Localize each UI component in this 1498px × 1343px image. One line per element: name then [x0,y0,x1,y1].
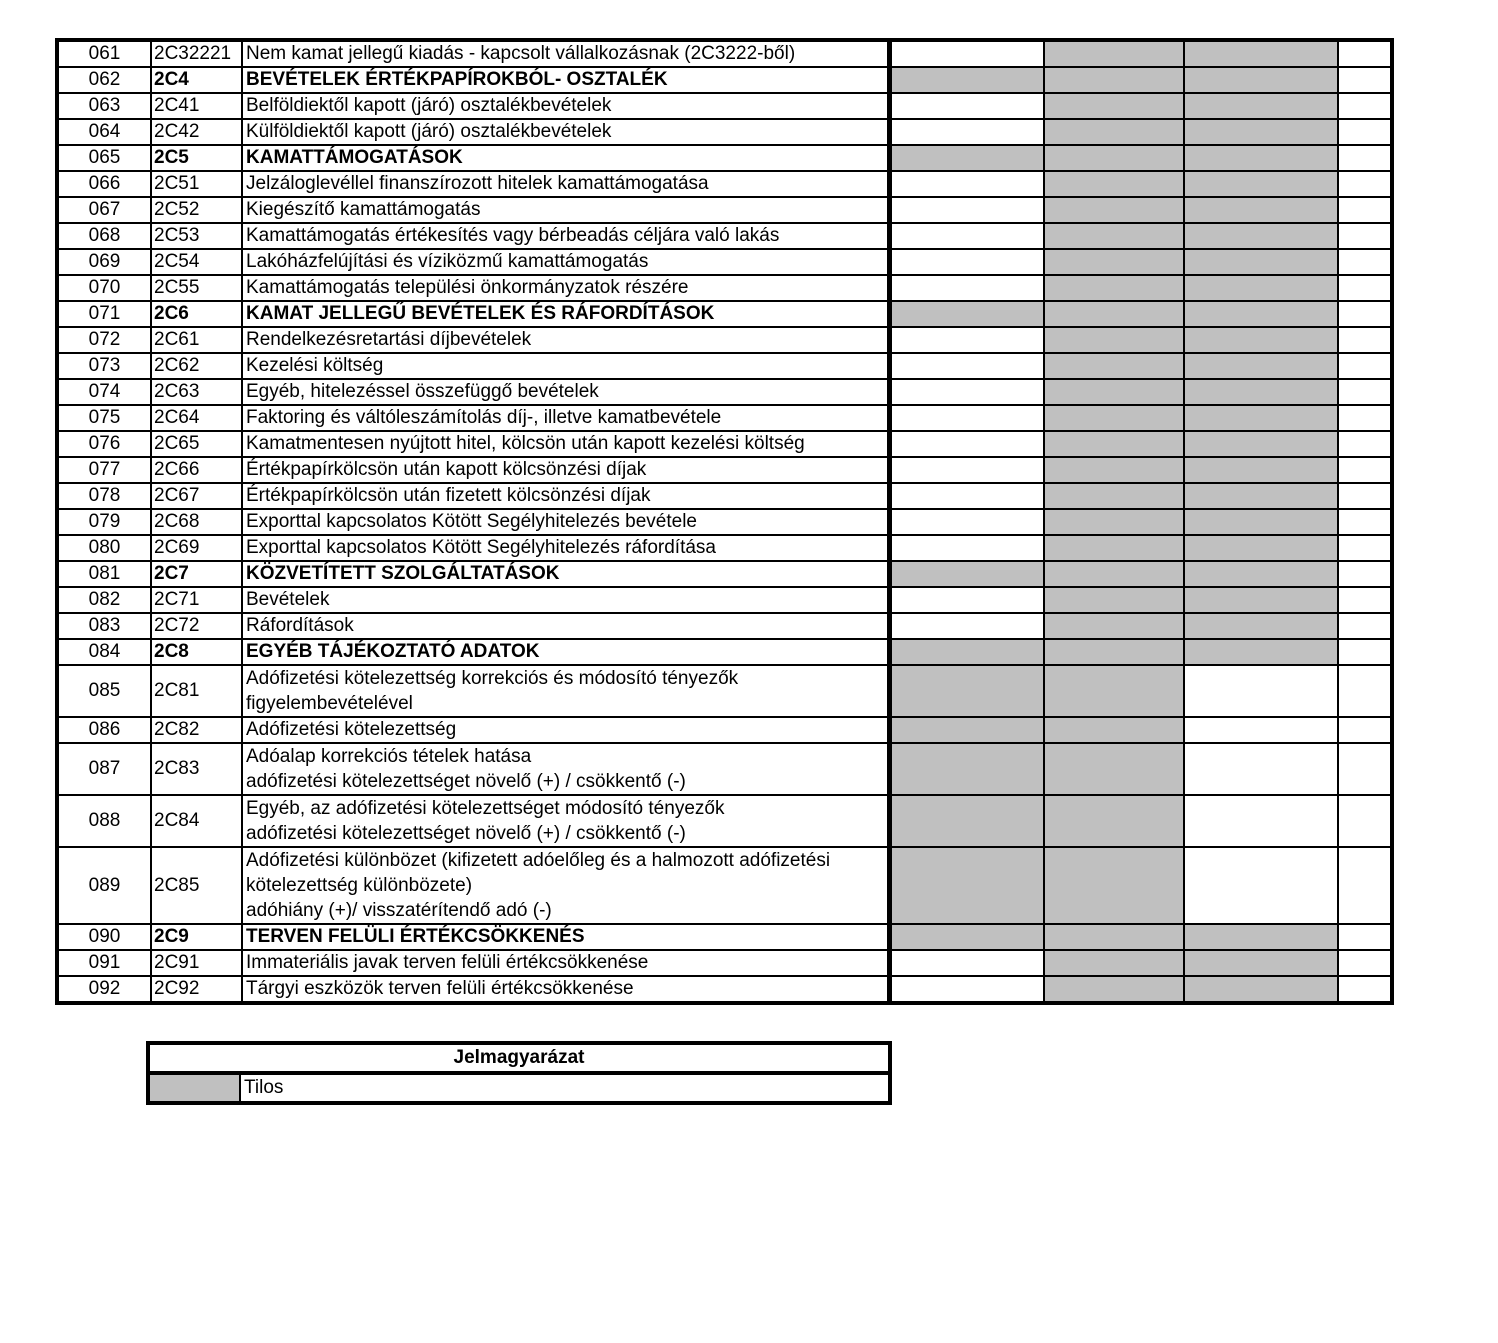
forbidden-cell [1184,67,1338,93]
value-cell[interactable] [1338,535,1392,561]
value-cell[interactable] [1338,379,1392,405]
value-cell[interactable] [889,509,1044,535]
forbidden-cell [1184,301,1338,327]
row-code: 2C61 [151,327,242,353]
row-description: Egyéb, az adófizetési kötelezettséget módosító tényezők adófizetési kötelezettséget növelő (+) / csökkentő (-) [242,795,889,847]
forbidden-cell [1044,924,1184,950]
row-description: Ráfordítások [242,613,889,639]
forbidden-cell [1184,171,1338,197]
legend-box [146,1041,892,1105]
table-row [57,431,1392,457]
forbidden-cell [1184,639,1338,665]
table-row [57,145,1392,171]
row-code: 2C92 [151,976,242,1003]
table-row [57,327,1392,353]
row-description: Faktoring és váltóleszámítolás díj-, illetve kamatbevétele [242,405,889,431]
value-cell[interactable] [1338,950,1392,976]
forbidden-cell [1184,405,1338,431]
value-cell[interactable] [889,249,1044,275]
value-cell[interactable] [889,275,1044,301]
row-description: Lakóházfelújítási és víziközmű kamattámogatás [242,249,889,275]
value-cell[interactable] [889,613,1044,639]
forbidden-cell [1184,924,1338,950]
forbidden-cell [1184,223,1338,249]
forbidden-cell [1184,119,1338,145]
forbidden-cell [889,639,1044,665]
value-cell[interactable] [1338,587,1392,613]
table-row [57,924,1392,950]
row-code: 2C66 [151,457,242,483]
row-description: Adófizetési kötelezettség korrekciós és módosító tényezők figyelembevételével [242,665,889,717]
legend-forbidden-swatch [148,1073,240,1103]
row-number: 083 [57,613,151,639]
value-cell[interactable] [889,950,1044,976]
row-description: KÖZVETÍTETT SZOLGÁLTATÁSOK [242,561,889,587]
row-description: KAMATTÁMOGATÁSOK [242,145,889,171]
value-cell[interactable] [1338,717,1392,743]
row-code: 2C69 [151,535,242,561]
row-code: 2C53 [151,223,242,249]
row-description: Egyéb, hitelezéssel összefüggő bevételek [242,379,889,405]
row-code: 2C65 [151,431,242,457]
row-number: 076 [57,431,151,457]
forbidden-cell [1044,327,1184,353]
value-cell[interactable] [1338,223,1392,249]
forbidden-cell [1044,535,1184,561]
row-description: Adóalap korrekciós tételek hatása adófizetési kötelezettséget növelő (+) / csökkentő (-) [242,743,889,795]
table-row [57,535,1392,561]
value-cell[interactable] [1338,301,1392,327]
value-cell[interactable] [889,457,1044,483]
row-number: 078 [57,483,151,509]
row-description: Immateriális javak terven felüli értékcsökkenése [242,950,889,976]
row-code: 2C64 [151,405,242,431]
forbidden-cell [889,717,1044,743]
forbidden-cell [1184,457,1338,483]
forbidden-cell [1184,509,1338,535]
row-number: 061 [57,40,151,67]
forbidden-cell [889,301,1044,327]
row-code: 2C6 [151,301,242,327]
value-cell[interactable] [1184,795,1338,847]
row-code: 2C67 [151,483,242,509]
table-row [57,743,1392,795]
value-cell[interactable] [1338,457,1392,483]
forbidden-cell [1184,327,1338,353]
table-row [57,950,1392,976]
row-description: Tárgyi eszközök terven felüli értékcsökkenése [242,976,889,1003]
row-description: Bevételek [242,587,889,613]
row-description: TERVEN FELÜLI ÉRTÉKCSÖKKENÉS [242,924,889,950]
forbidden-cell [1044,743,1184,795]
row-code: 2C84 [151,795,242,847]
row-description: Kamattámogatás értékesítés vagy bérbeadás céljára való lakás [242,223,889,249]
row-description: Exporttal kapcsolatos Kötött Segélyhitelezés bevétele [242,509,889,535]
forbidden-cell [1044,197,1184,223]
value-cell[interactable] [889,327,1044,353]
forbidden-cell [1184,145,1338,171]
value-cell[interactable] [1338,613,1392,639]
value-cell[interactable] [889,431,1044,457]
table-row [57,561,1392,587]
row-description: Kiegészítő kamattámogatás [242,197,889,223]
table-row [57,457,1392,483]
row-code: 2C7 [151,561,242,587]
row-number: 090 [57,924,151,950]
value-cell[interactable] [1338,743,1392,795]
forbidden-cell [889,795,1044,847]
value-cell[interactable] [1338,483,1392,509]
table-row [57,249,1392,275]
row-description: Értékpapírkölcsön után kapott kölcsönzési díjak [242,457,889,483]
forbidden-cell [1044,405,1184,431]
row-code: 2C72 [151,613,242,639]
row-number: 087 [57,743,151,795]
forbidden-cell [889,67,1044,93]
forbidden-cell [1184,353,1338,379]
row-number: 074 [57,379,151,405]
value-cell[interactable] [1338,145,1392,171]
row-code: 2C54 [151,249,242,275]
value-cell[interactable] [889,353,1044,379]
row-number: 088 [57,795,151,847]
row-number: 075 [57,405,151,431]
forbidden-cell [1044,119,1184,145]
value-cell[interactable] [1184,717,1338,743]
forbidden-cell [1044,93,1184,119]
value-cell[interactable] [1338,40,1392,67]
value-cell[interactable] [1184,743,1338,795]
row-code: 2C5 [151,145,242,171]
row-description: KAMAT JELLEGŰ BEVÉTELEK ÉS RÁFORDÍTÁSOK [242,301,889,327]
value-cell[interactable] [1338,924,1392,950]
value-cell[interactable] [889,93,1044,119]
value-cell[interactable] [1338,976,1392,1003]
row-description: Külföldiektől kapott (járó) osztalékbevételek [242,119,889,145]
row-code: 2C32221 [151,40,242,67]
value-cell[interactable] [1338,561,1392,587]
row-number: 066 [57,171,151,197]
forbidden-cell [1184,561,1338,587]
value-cell[interactable] [1338,639,1392,665]
forbidden-cell [889,847,1044,924]
row-number: 091 [57,950,151,976]
row-number: 079 [57,509,151,535]
forbidden-cell [1044,483,1184,509]
value-cell[interactable] [889,976,1044,1003]
row-code: 2C62 [151,353,242,379]
forbidden-cell [1044,457,1184,483]
forbidden-cell [1184,93,1338,119]
forbidden-cell [889,665,1044,717]
row-description: Kamatmentesen nyújtott hitel, kölcsön után kapott kezelési költség [242,431,889,457]
table-row [57,509,1392,535]
table-row [57,171,1392,197]
table-row [57,717,1392,743]
forbidden-cell [889,561,1044,587]
value-cell[interactable] [889,587,1044,613]
row-code: 2C52 [151,197,242,223]
row-number: 086 [57,717,151,743]
table-row [57,847,1392,924]
row-code: 2C83 [151,743,242,795]
table-row [57,353,1392,379]
row-description: Jelzáloglevéllel finanszírozott hitelek kamattámogatása [242,171,889,197]
data-table [55,38,1394,1005]
forbidden-cell [1184,249,1338,275]
forbidden-cell [1184,40,1338,67]
row-number: 089 [57,847,151,924]
table-row [57,405,1392,431]
row-number: 068 [57,223,151,249]
row-number: 064 [57,119,151,145]
forbidden-cell [1184,613,1338,639]
row-code: 2C9 [151,924,242,950]
forbidden-cell [1184,197,1338,223]
value-cell[interactable] [889,379,1044,405]
row-description: EGYÉB TÁJÉKOZTATÓ ADATOK [242,639,889,665]
legend-forbidden-label: Tilos [240,1073,890,1103]
value-cell[interactable] [889,171,1044,197]
row-number: 081 [57,561,151,587]
forbidden-cell [1044,171,1184,197]
row-code: 2C63 [151,379,242,405]
value-cell[interactable] [889,223,1044,249]
value-cell[interactable] [1338,353,1392,379]
value-cell[interactable] [889,40,1044,67]
row-code: 2C85 [151,847,242,924]
row-number: 092 [57,976,151,1003]
value-cell[interactable] [1338,171,1392,197]
table-row [57,976,1392,1003]
table-row [57,639,1392,665]
forbidden-cell [1044,353,1184,379]
row-number: 082 [57,587,151,613]
value-cell[interactable] [1338,197,1392,223]
forbidden-cell [889,743,1044,795]
row-number: 063 [57,93,151,119]
row-code: 2C81 [151,665,242,717]
row-description: Kezelési költség [242,353,889,379]
forbidden-cell [1184,483,1338,509]
forbidden-cell [1044,509,1184,535]
row-code: 2C42 [151,119,242,145]
value-cell[interactable] [1338,67,1392,93]
value-cell[interactable] [1338,275,1392,301]
forbidden-cell [1044,639,1184,665]
value-cell[interactable] [889,197,1044,223]
value-cell[interactable] [1338,327,1392,353]
forbidden-cell [1044,67,1184,93]
row-number: 073 [57,353,151,379]
forbidden-cell [1044,561,1184,587]
row-number: 071 [57,301,151,327]
row-code: 2C91 [151,950,242,976]
forbidden-cell [1184,431,1338,457]
row-description: Exporttal kapcsolatos Kötött Segélyhitelezés ráfordítása [242,535,889,561]
value-cell[interactable] [1338,665,1392,717]
value-cell[interactable] [1338,93,1392,119]
value-cell[interactable] [889,405,1044,431]
table-row [57,223,1392,249]
value-cell[interactable] [889,119,1044,145]
table-row [57,587,1392,613]
forbidden-cell [1044,717,1184,743]
row-description: Adófizetési kötelezettség [242,717,889,743]
forbidden-cell [1044,976,1184,1003]
forbidden-cell [1044,950,1184,976]
table-row [57,613,1392,639]
value-cell[interactable] [1338,795,1392,847]
row-description: Értékpapírkölcsön után fizetett kölcsönzési díjak [242,483,889,509]
forbidden-cell [1044,587,1184,613]
forbidden-cell [1044,301,1184,327]
row-description: Rendelkezésretartási díjbevételek [242,327,889,353]
row-number: 070 [57,275,151,301]
value-cell[interactable] [1338,405,1392,431]
row-code: 2C55 [151,275,242,301]
row-code: 2C41 [151,93,242,119]
forbidden-cell [1044,275,1184,301]
forbidden-cell [1184,587,1338,613]
forbidden-cell [1044,795,1184,847]
value-cell[interactable] [1338,249,1392,275]
legend-title: Jelmagyarázat [148,1043,890,1073]
forbidden-cell [1184,379,1338,405]
table-row [57,275,1392,301]
row-code: 2C8 [151,639,242,665]
row-description: Nem kamat jellegű kiadás - kapcsolt vállalkozásnak (2C3222-ből) [242,40,889,67]
row-description: BEVÉTELEK ÉRTÉKPAPÍROKBÓL- OSZTALÉK [242,67,889,93]
table-row [57,795,1392,847]
table-row [57,665,1392,717]
table-row [57,483,1392,509]
row-number: 080 [57,535,151,561]
row-number: 072 [57,327,151,353]
value-cell[interactable] [1184,847,1338,924]
forbidden-cell [1044,145,1184,171]
table-row [57,119,1392,145]
value-cell[interactable] [1184,665,1338,717]
forbidden-cell [1044,223,1184,249]
row-description: Adófizetési különbözet (kifizetett adóelőleg és a halmozott adófizetési kötelezettség különbözete) adóhiány (+)/ visszatérítendő adó (-) [242,847,889,924]
table-row [57,93,1392,119]
row-number: 065 [57,145,151,171]
forbidden-cell [1044,665,1184,717]
value-cell[interactable] [889,535,1044,561]
row-code: 2C68 [151,509,242,535]
forbidden-cell [889,924,1044,950]
row-code: 2C71 [151,587,242,613]
value-cell[interactable] [1338,431,1392,457]
forbidden-cell [1184,976,1338,1003]
row-number: 084 [57,639,151,665]
row-number: 067 [57,197,151,223]
table-row [57,301,1392,327]
forbidden-cell [1044,379,1184,405]
row-code: 2C82 [151,717,242,743]
value-cell[interactable] [1338,119,1392,145]
forbidden-cell [1044,40,1184,67]
forbidden-cell [889,145,1044,171]
table-body [57,40,1392,1003]
forbidden-cell [1184,275,1338,301]
table-row [57,40,1392,67]
row-number: 077 [57,457,151,483]
row-code: 2C4 [151,67,242,93]
row-number: 085 [57,665,151,717]
forbidden-cell [1044,613,1184,639]
forbidden-cell [1184,535,1338,561]
row-number: 069 [57,249,151,275]
forbidden-cell [1184,950,1338,976]
value-cell[interactable] [1338,509,1392,535]
row-description: Kamattámogatás települési önkormányzatok részére [242,275,889,301]
table-row [57,379,1392,405]
row-number: 062 [57,67,151,93]
forbidden-cell [1044,431,1184,457]
row-description: Belföldiektől kapott (járó) osztalékbevételek [242,93,889,119]
forbidden-cell [1044,249,1184,275]
row-code: 2C51 [151,171,242,197]
value-cell[interactable] [889,483,1044,509]
table-row [57,67,1392,93]
table-row [57,197,1392,223]
value-cell[interactable] [1338,847,1392,924]
forbidden-cell [1044,847,1184,924]
